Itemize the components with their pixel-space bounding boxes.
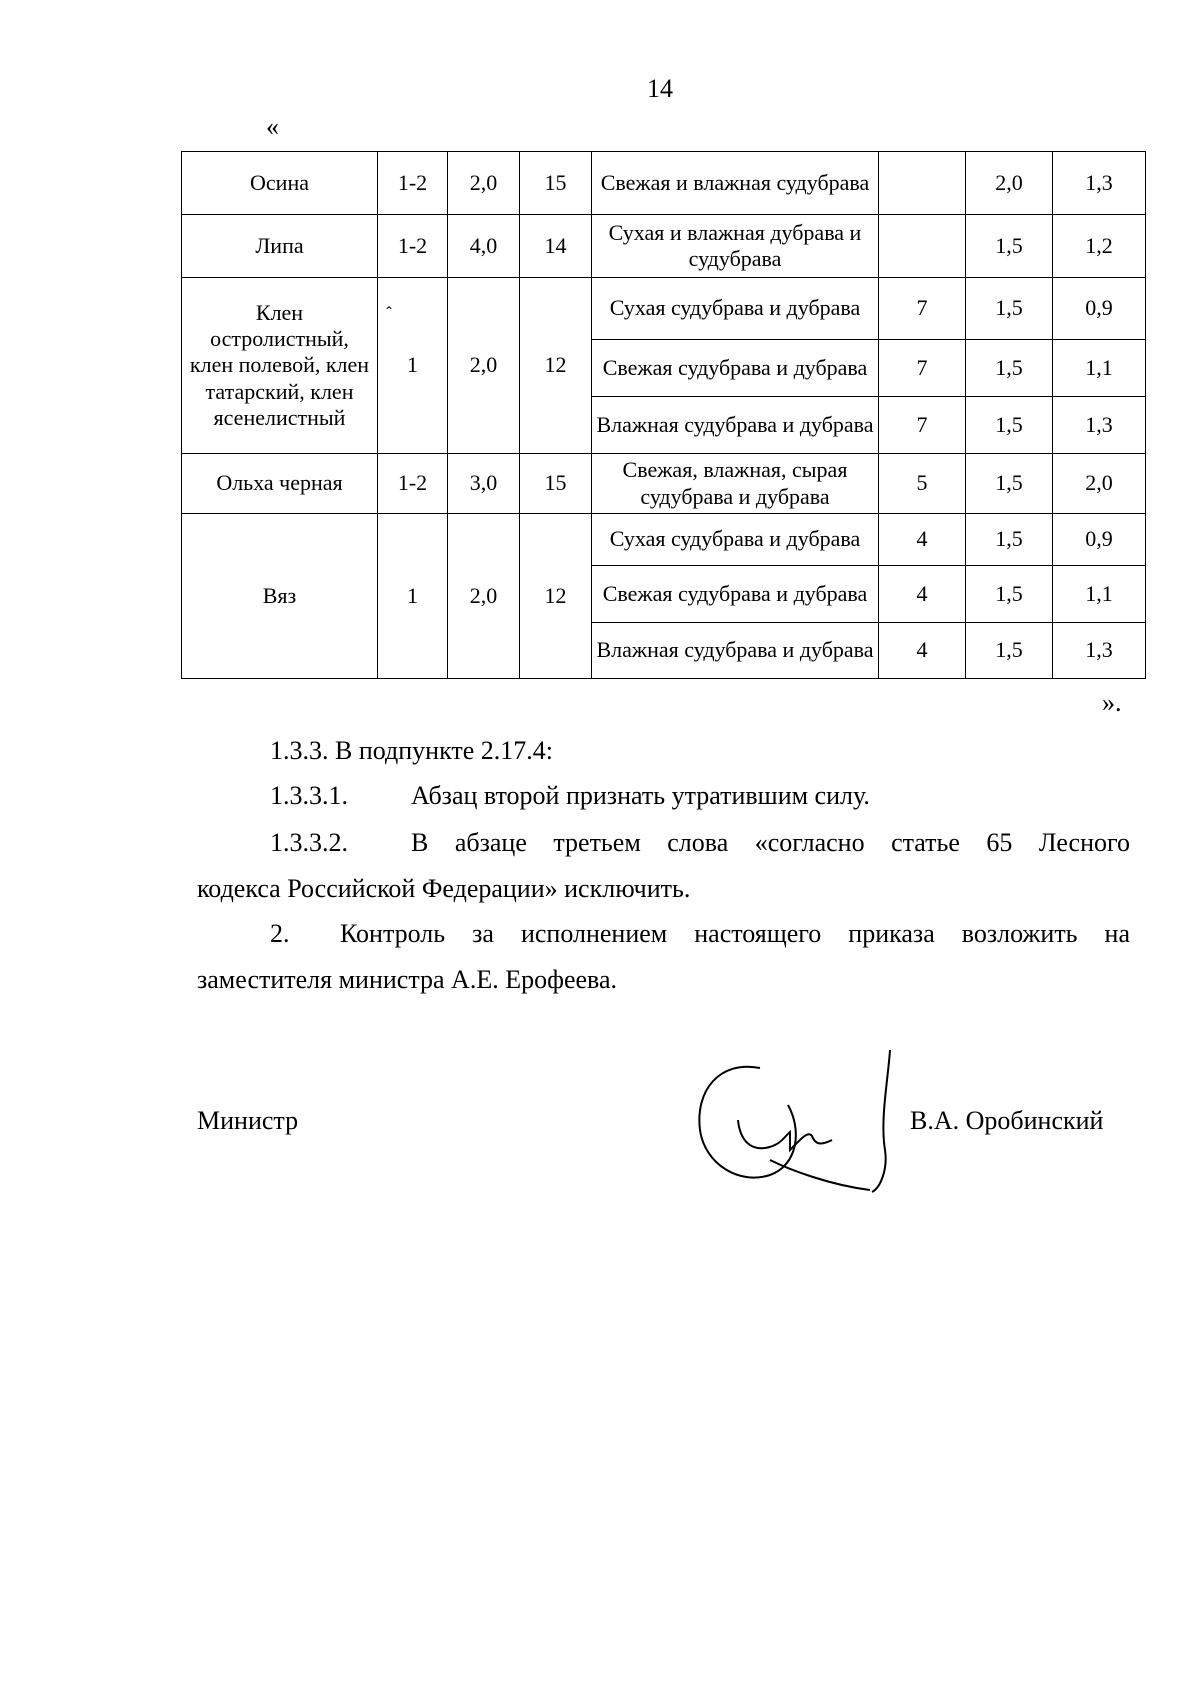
value-cell: 1,3 [1053,152,1146,215]
value-cell: 14 [520,215,592,278]
paragraph-2-number: 2. [270,919,290,948]
value-cell: 2,0 [966,152,1053,215]
value-cell: 1,3 [1053,623,1146,679]
paragraph-2-line2: заместителя министра А.Е. Ерофеева. [197,965,617,994]
table-row [182,454,1146,514]
value-cell: 12 [520,514,592,679]
species-table [181,151,1146,679]
conditions-cell: Свежая и влажная судубрава [592,152,879,215]
paragraph-1-3-3-2-line1: В абзаце третьем слова «согласно статье 65 Лесного [411,828,1130,857]
class-cell: 1 [378,278,448,454]
value-cell: 4,0 [448,215,520,278]
value-cell: 2,0 [448,152,520,215]
conditions-cell: Свежая судубрава и дубрава [592,566,879,623]
value-cell: 2,0 [1053,454,1146,514]
value-cell: 1,5 [966,566,1053,623]
conditions-cell: Влажная судубрава и дубрава [592,623,879,679]
class-cell: 1 [378,514,448,679]
class-cell: 1-2 [378,454,448,514]
value-cell: 2,0 [448,278,520,454]
species-cell: Клен остролистный, клен полевой, клен татарский, клен ясенелистный [182,278,378,454]
value-cell: 12 [520,278,592,454]
value-cell: 1,3 [1053,397,1146,454]
paragraph-2-line1: Контроль за исполнением настоящего приказа возложить на [340,919,1130,948]
value-cell: 1,5 [966,514,1053,566]
class-cell: 1-2 [378,152,448,215]
value-cell: 1,5 [966,397,1053,454]
value-cell: 1,2 [1053,215,1146,278]
conditions-cell: Сухая судубрава и дубрава [592,514,879,566]
value-cell: 7 [879,278,966,340]
species-cell: Осина [182,152,378,215]
page-number: 14 [647,74,673,103]
value-cell: 0,9 [1053,278,1146,340]
conditions-cell: Сухая судубрава и дубрава [592,278,879,340]
table-row [182,215,1146,278]
value-cell: 15 [520,454,592,514]
conditions-cell: Сухая и влажная дубрава и судубрава [592,215,879,278]
species-cell: Липа [182,215,378,278]
paragraph-1-3-3: 1.3.3. В подпункте 2.17.4: [270,736,553,765]
species-cell: Ольха черная [182,454,378,514]
value-cell: 1,5 [966,454,1053,514]
value-cell: 1,5 [966,278,1053,340]
value-cell: 1,5 [966,215,1053,278]
scan-mark: ⌃ [384,304,395,318]
value-cell: 0,9 [1053,514,1146,566]
paragraph-1-3-3-1-number: 1.3.3.1. [270,781,348,810]
value-cell [879,152,966,215]
value-cell: 1,5 [966,623,1053,679]
conditions-cell: Свежая, влажная, сырая судубрава и дубрава [592,454,879,514]
value-cell: 5 [879,454,966,514]
class-cell: 1-2 [378,215,448,278]
signatory-title: Министр [197,1106,299,1135]
value-cell: 4 [879,514,966,566]
value-cell: 1,5 [966,340,1053,397]
value-cell: 3,0 [448,454,520,514]
species-cell: Вяз [182,514,378,679]
value-cell: 7 [879,340,966,397]
signature-image [680,1040,920,1200]
table-row [182,278,1146,340]
paragraph-1-3-3-2-number: 1.3.3.2. [270,828,348,857]
value-cell: 7 [879,397,966,454]
value-cell: 2,0 [448,514,520,679]
value-cell: 4 [879,566,966,623]
value-cell: 15 [520,152,592,215]
paragraph-1-3-3-1-text: Абзац второй признать утратившим силу. [411,781,870,810]
table-row [182,514,1146,566]
value-cell [879,215,966,278]
close-quote: ». [1102,688,1122,717]
value-cell: 1,1 [1053,340,1146,397]
open-quote: « [266,112,279,141]
signatory-name: В.А. Оробинский [910,1106,1104,1135]
paragraph-1-3-3-2-line2: кодекса Российской Федерации» исключить. [197,874,691,903]
value-cell: 4 [879,623,966,679]
conditions-cell: Свежая судубрава и дубрава [592,340,879,397]
conditions-cell: Влажная судубрава и дубрава [592,397,879,454]
value-cell: 1,1 [1053,566,1146,623]
table-row [182,152,1146,215]
